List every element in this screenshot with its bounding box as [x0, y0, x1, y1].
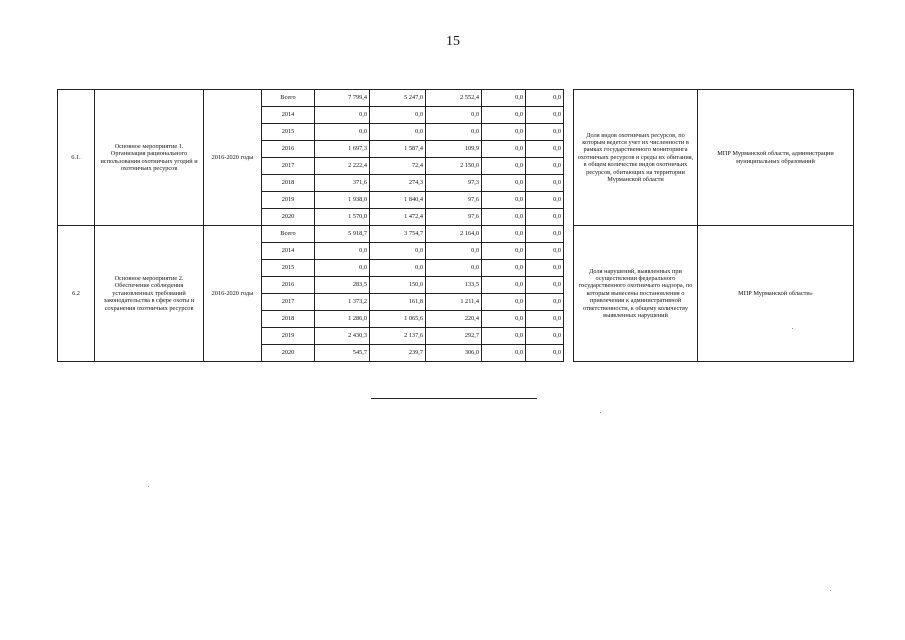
footer-rule — [371, 398, 537, 399]
value-cell: 1 697,3 — [315, 141, 370, 158]
year-cell: 2019 — [262, 328, 315, 345]
value-cell: 545,7 — [315, 345, 370, 362]
value-cell: 7 799,4 — [315, 90, 370, 107]
spacer-column — [564, 226, 574, 362]
scan-speck — [148, 486, 149, 487]
year-cell: Всего — [262, 226, 315, 243]
value-cell: 0,0 — [482, 328, 526, 345]
year-cell: 2017 — [262, 158, 315, 175]
year-cell: 2015 — [262, 260, 315, 277]
spacer-column — [564, 90, 574, 226]
value-cell: 1 373,2 — [315, 294, 370, 311]
value-cell: 150,0 — [370, 277, 426, 294]
table-row — [58, 226, 854, 243]
table-body — [58, 90, 854, 362]
executor-cell: МПР Мурманской области, администрации муниципальных образований — [698, 90, 854, 226]
value-cell: 72,4 — [370, 158, 426, 175]
value-cell: 0,0 — [370, 243, 426, 260]
value-cell: 0,0 — [482, 90, 526, 107]
indicator-cell: Доля нарушений, выявленных при осуществлении федерального государственного охотничьего надзора, по которым вынесены постановления о привлечении к административной ответственности, к общему количеству выявленных нарушений — [574, 226, 698, 362]
scan-speck — [830, 590, 831, 591]
value-cell: 1 286,0 — [315, 311, 370, 328]
value-cell: 0,0 — [526, 260, 564, 277]
value-cell: 2 222,4 — [315, 158, 370, 175]
year-cell: 2020 — [262, 209, 315, 226]
measure-title: Основное мероприятие 2. Обеспечение соблюдения установленных требований законодательства в сфере охоты и сохранения охотничьих ресурсов — [95, 226, 204, 362]
value-cell: 0,0 — [315, 243, 370, 260]
table-row — [58, 90, 854, 107]
year-cell: 2016 — [262, 277, 315, 294]
value-cell: 133,5 — [426, 277, 482, 294]
value-cell: 0,0 — [482, 345, 526, 362]
value-cell: 0,0 — [526, 175, 564, 192]
value-cell: 0,0 — [526, 328, 564, 345]
value-cell: 0,0 — [426, 124, 482, 141]
measure-number: 6.1. — [58, 90, 95, 226]
value-cell: 239,7 — [370, 345, 426, 362]
value-cell: 0,0 — [426, 260, 482, 277]
value-cell: 1 587,4 — [370, 141, 426, 158]
value-cell: 0,0 — [315, 107, 370, 124]
year-cell: 2018 — [262, 311, 315, 328]
year-cell: 2020 — [262, 345, 315, 362]
value-cell: 0,0 — [482, 260, 526, 277]
value-cell: 161,8 — [370, 294, 426, 311]
value-cell: 0,0 — [482, 294, 526, 311]
value-cell: 0,0 — [482, 141, 526, 158]
year-cell: 2014 — [262, 243, 315, 260]
value-cell: 3 754,7 — [370, 226, 426, 243]
scan-speck — [600, 412, 601, 413]
value-cell: 371,6 — [315, 175, 370, 192]
value-cell: 0,0 — [526, 90, 564, 107]
value-cell: 0,0 — [482, 243, 526, 260]
program-table — [57, 89, 854, 362]
value-cell: 1 211,4 — [426, 294, 482, 311]
measure-title: Основное мероприятие 1. Организация рационального использования охотничьих угодий и охотничьих ресурсов — [95, 90, 204, 226]
value-cell: 0,0 — [526, 158, 564, 175]
value-cell: 1 938,0 — [315, 192, 370, 209]
year-cell: 2018 — [262, 175, 315, 192]
value-cell: 0,0 — [315, 124, 370, 141]
value-cell: 5 918,7 — [315, 226, 370, 243]
value-cell: 0,0 — [526, 107, 564, 124]
measure-period: 2016-2020 годы — [204, 226, 262, 362]
value-cell: 109,9 — [426, 141, 482, 158]
year-cell: 2016 — [262, 141, 315, 158]
value-cell: 283,5 — [315, 277, 370, 294]
value-cell: 0,0 — [482, 107, 526, 124]
value-cell: 97,6 — [426, 209, 482, 226]
value-cell: 0,0 — [482, 158, 526, 175]
value-cell: 0,0 — [482, 226, 526, 243]
year-cell: 2019 — [262, 192, 315, 209]
value-cell: 0,0 — [526, 209, 564, 226]
value-cell: 0,0 — [482, 192, 526, 209]
value-cell: 0,0 — [526, 141, 564, 158]
indicator-cell: Доля видов охотничьих ресурсов, по которым ведется учет их численности в рамках государственного мониторинга охотничьих ресурсов и среды их обитания, в общем количестве видов охотничьих ресурсов, обитающих на территории Мурманской области — [574, 90, 698, 226]
value-cell: 0,0 — [526, 192, 564, 209]
value-cell: 0,0 — [526, 277, 564, 294]
value-cell: 0,0 — [482, 311, 526, 328]
year-cell: 2014 — [262, 107, 315, 124]
value-cell: 1 472,4 — [370, 209, 426, 226]
value-cell: 220,4 — [426, 311, 482, 328]
value-cell: 1 065,6 — [370, 311, 426, 328]
page-number: 15 — [446, 34, 460, 49]
value-cell: 0,0 — [370, 260, 426, 277]
value-cell: 0,0 — [426, 107, 482, 124]
value-cell: 0,0 — [526, 124, 564, 141]
year-cell: Всего — [262, 90, 315, 107]
value-cell: 97,6 — [426, 192, 482, 209]
value-cell: 0,0 — [482, 277, 526, 294]
scan-speck — [792, 328, 793, 329]
value-cell: 0,0 — [426, 243, 482, 260]
value-cell: 0,0 — [526, 311, 564, 328]
value-cell: 0,0 — [526, 243, 564, 260]
measure-number: 6.2 — [58, 226, 95, 362]
value-cell: 0,0 — [482, 175, 526, 192]
value-cell: 0,0 — [482, 209, 526, 226]
value-cell: 2 430,3 — [315, 328, 370, 345]
executor-cell: МПР Мурманской области» — [698, 226, 854, 362]
value-cell: 2 164,0 — [426, 226, 482, 243]
value-cell: 0,0 — [526, 226, 564, 243]
value-cell: 1 570,0 — [315, 209, 370, 226]
value-cell: 0,0 — [526, 345, 564, 362]
value-cell: 2 552,4 — [426, 90, 482, 107]
value-cell: 0,0 — [526, 294, 564, 311]
value-cell: 274,3 — [370, 175, 426, 192]
value-cell: 292,7 — [426, 328, 482, 345]
value-cell: 0,0 — [482, 124, 526, 141]
value-cell: 1 840,4 — [370, 192, 426, 209]
year-cell: 2017 — [262, 294, 315, 311]
value-cell: 2 137,6 — [370, 328, 426, 345]
measure-period: 2016-2020 годы — [204, 90, 262, 226]
value-cell: 0,0 — [315, 260, 370, 277]
value-cell: 97,3 — [426, 175, 482, 192]
value-cell: 2 150,0 — [426, 158, 482, 175]
value-cell: 5 247,0 — [370, 90, 426, 107]
value-cell: 306,0 — [426, 345, 482, 362]
value-cell: 0,0 — [370, 107, 426, 124]
year-cell: 2015 — [262, 124, 315, 141]
value-cell: 0,0 — [370, 124, 426, 141]
